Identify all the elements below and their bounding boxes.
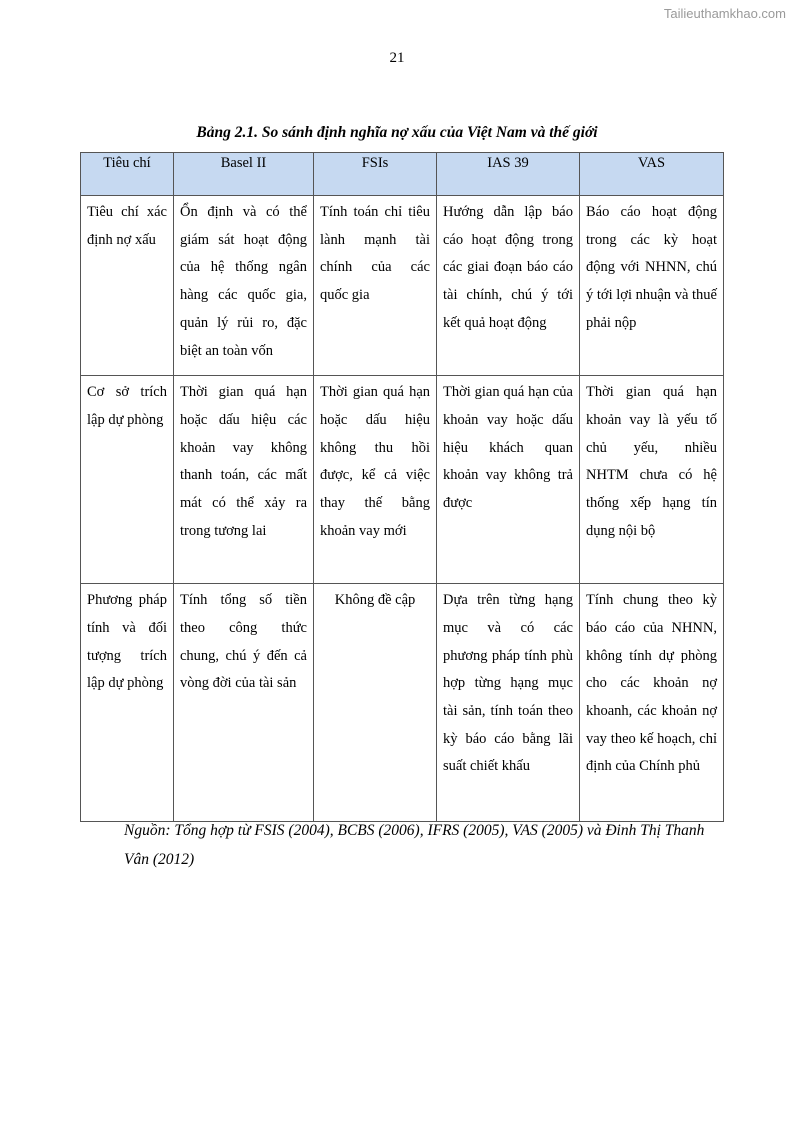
cell-criterion: Cơ sở trích lập dự phòng: [81, 376, 174, 584]
cell-fsis: Thời gian quá hạn hoặc dấu hiệu không thu hồi được, kể cả việc thay thế bằng khoản vay mới: [314, 376, 437, 584]
table-row: [81, 196, 724, 376]
cell-fsis: Không đề cập: [314, 584, 437, 822]
header-ias39: IAS 39: [437, 153, 580, 196]
cell-criterion: Phương pháp tính và đối tượng trích lập dự phòng: [81, 584, 174, 822]
cell-criterion: Tiêu chí xác định nợ xấu: [81, 196, 174, 376]
comparison-table: [80, 152, 724, 822]
cell-vas: Thời gian quá hạn khoản vay là yếu tố chủ yếu, nhiều NHTM chưa có hệ thống xếp hạng tín dụng nội bộ: [580, 376, 724, 584]
cell-vas: Báo cáo hoạt động trong các kỳ hoạt động với NHNN, chú ý tới lợi nhuận và thuế phải nộp: [580, 196, 724, 376]
table-row: [81, 584, 724, 822]
cell-basel: Thời gian quá hạn hoặc dấu hiệu các khoản vay không thanh toán, các mất mát có thể xảy ra trong tương lai: [174, 376, 314, 584]
cell-basel: Tính tổng số tiền theo công thức chung, chú ý đến cả vòng đời của tài sản: [174, 584, 314, 822]
cell-vas: Tính chung theo kỳ báo cáo của NHNN, không tính dự phòng cho các khoản nợ khoanh, các khoản nợ vay theo kế hoạch, chỉ định của Chính phủ: [580, 584, 724, 822]
page-number: 21: [389, 50, 405, 66]
header-fsis: FSIs: [314, 153, 437, 196]
header-basel: Basel II: [174, 153, 314, 196]
cell-ias39: Hướng dẫn lập báo cáo hoạt động trong các giai đoạn báo cáo tài chính, chú ý tới kết quả hoạt động: [437, 196, 580, 376]
table-caption: Bảng 2.1. So sánh định nghĩa nợ xấu của Việt Nam và thế giới: [196, 124, 598, 141]
cell-fsis: Tính toán chỉ tiêu lành mạnh tài chính của các quốc gia: [314, 196, 437, 376]
cell-ias39: Dựa trên từng hạng mục và có các phương pháp tính phù hợp từng hạng mục tài sản, tính toán theo kỳ báo cáo bằng lãi suất chiết khấu: [437, 584, 580, 822]
watermark: Tailieuthamkhao.com: [663, 6, 786, 21]
cell-basel: Ổn định và có thể giám sát hoạt động của hệ thống ngân hàng các quốc gia, quản lý rủi ro, đặc biệt an toàn vốn: [174, 196, 314, 376]
table-row: [81, 376, 724, 584]
header-row: [81, 153, 724, 196]
header-vas: VAS: [580, 153, 724, 196]
source-note: Nguồn: Tổng hợp từ FSIS (2004), BCBS (2006), IFRS (2005), VAS (2005) và Đinh Thị Thanh Vân (2012): [124, 822, 705, 868]
header-criterion: Tiêu chí: [81, 153, 174, 196]
cell-ias39: Thời gian quá hạn của khoản vay hoặc dấu hiệu khách quan khoản vay không trả được: [437, 376, 580, 584]
